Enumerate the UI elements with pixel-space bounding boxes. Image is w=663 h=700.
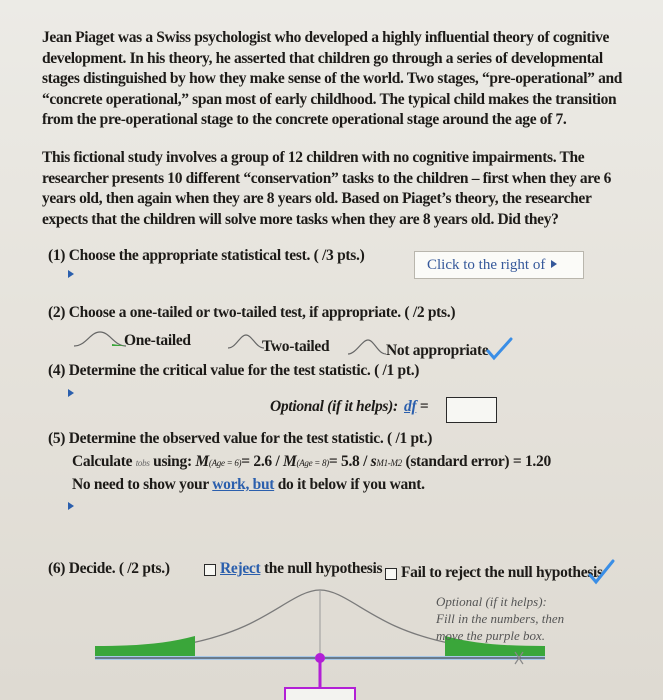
- question-4-label: (4) Determine the critical value for the test statistic. ( /1 pt.): [48, 362, 420, 379]
- optional-df-label: Optional (if it helps):: [270, 398, 398, 415]
- reject-link[interactable]: Reject: [220, 560, 261, 577]
- df-equals: =: [419, 398, 429, 415]
- work-note: [72, 476, 425, 494]
- m8-label: M: [283, 453, 297, 470]
- calculate-line: [72, 453, 551, 471]
- se-value: (standard error) = 1.20: [405, 453, 551, 470]
- one-tailed-curve-icon: [72, 328, 128, 350]
- intro-line: This fictional study involves a group of 12 children with no cognitive impairments. The: [42, 149, 585, 166]
- question-2-label: (2) Choose a one-tailed or two-tailed test, if appropriate. ( /2 pts.): [48, 304, 456, 321]
- note-prefix: No need to show your: [72, 476, 209, 493]
- m6-value: = 2.6: [241, 453, 272, 470]
- play-triangle-icon[interactable]: [68, 389, 74, 397]
- t-obs-label: tobs: [135, 458, 150, 468]
- m8-value: = 5.8: [328, 453, 360, 470]
- note-suffix: do it below if you want.: [277, 476, 425, 493]
- question-1-label: (1) Choose the appropriate statistical test. ( /3 pts.): [48, 247, 365, 264]
- reject-checkbox[interactable]: [204, 564, 216, 576]
- se-label: s: [370, 453, 377, 470]
- hint-line: Fill in the numbers, then: [436, 611, 565, 626]
- fail-to-reject-checkbox[interactable]: [385, 568, 397, 580]
- separator: /: [275, 453, 280, 470]
- intro-paragraph-2: [42, 148, 632, 230]
- intro-line: Jean Piaget was a Swiss psychologist who developed a highly influential theory of cognitive: [42, 29, 610, 46]
- se-sub: M1-M2: [376, 458, 402, 468]
- df-label: [404, 398, 428, 416]
- fail-to-reject-option[interactable]: Fail to reject the null hypothesis: [401, 564, 603, 581]
- question-6-label: (6) Decide. ( /2 pts.): [48, 560, 170, 577]
- m6-label: M: [195, 453, 209, 470]
- intro-line: researcher presents 10 different “conservation” tasks to the children – first when they are 6: [42, 169, 612, 187]
- m8-sub: (Age = 8): [296, 458, 329, 468]
- left-tail-region: [95, 636, 195, 656]
- dropdown-arrow-icon: [551, 260, 557, 268]
- not-appropriate-curve-icon: [346, 336, 388, 358]
- option-two-tailed[interactable]: Two-tailed: [262, 338, 330, 355]
- question-5-label: (5) Determine the observed value for the test statistic. ( /1 pt.): [48, 430, 433, 447]
- intro-line: “concrete operational,” span most of early childhood. The typical child makes the transition: [42, 90, 617, 108]
- calculate-text: Calculate: [72, 453, 133, 470]
- reject-suffix: the null hypothesis: [263, 560, 383, 577]
- m6-sub: (Age = 6): [208, 458, 242, 468]
- option-one-tailed[interactable]: One-tailed: [124, 332, 191, 349]
- intro-line: stages distinguished by how they make sense of the world. Two stages, “pre-operational” and: [42, 70, 623, 87]
- df-input-box[interactable]: [446, 397, 497, 423]
- purple-value-box[interactable]: [285, 688, 355, 700]
- two-tailed-curve-icon: [226, 332, 266, 352]
- intro-line: years old, then again when they are 8 years old. Based on Piaget’s theory, the researcher: [42, 190, 592, 207]
- option-not-appropriate[interactable]: Not appropriate: [386, 342, 489, 359]
- statistical-test-dropdown[interactable]: [414, 251, 584, 279]
- purple-marker-knob[interactable]: [315, 653, 325, 663]
- intro-line: from the pre-operational stage to the concrete operational stage around the age of 7.: [42, 111, 567, 128]
- checkmark-icon: [586, 558, 616, 586]
- diagram-hint: [436, 593, 606, 644]
- work-link[interactable]: work, but: [212, 476, 275, 493]
- play-triangle-icon[interactable]: [68, 502, 74, 510]
- hint-line: Optional (if it helps):: [436, 594, 547, 609]
- play-triangle-icon[interactable]: [68, 270, 74, 278]
- checkmark-icon: [484, 336, 514, 362]
- using-text: using:: [153, 453, 192, 470]
- hint-line: move the purple box.: [436, 628, 546, 643]
- df-link[interactable]: df: [404, 398, 417, 415]
- dropdown-label: Click to the right of: [427, 257, 546, 273]
- intro-paragraph-1: [42, 28, 632, 131]
- intro-line: development. In his theory, he asserted that children go through a series of developmental: [42, 49, 603, 67]
- intro-line: expects that the children will solve more tasks when they are 8 years old. Did they?: [42, 210, 559, 228]
- reject-option[interactable]: [220, 560, 382, 578]
- separator: /: [363, 453, 368, 470]
